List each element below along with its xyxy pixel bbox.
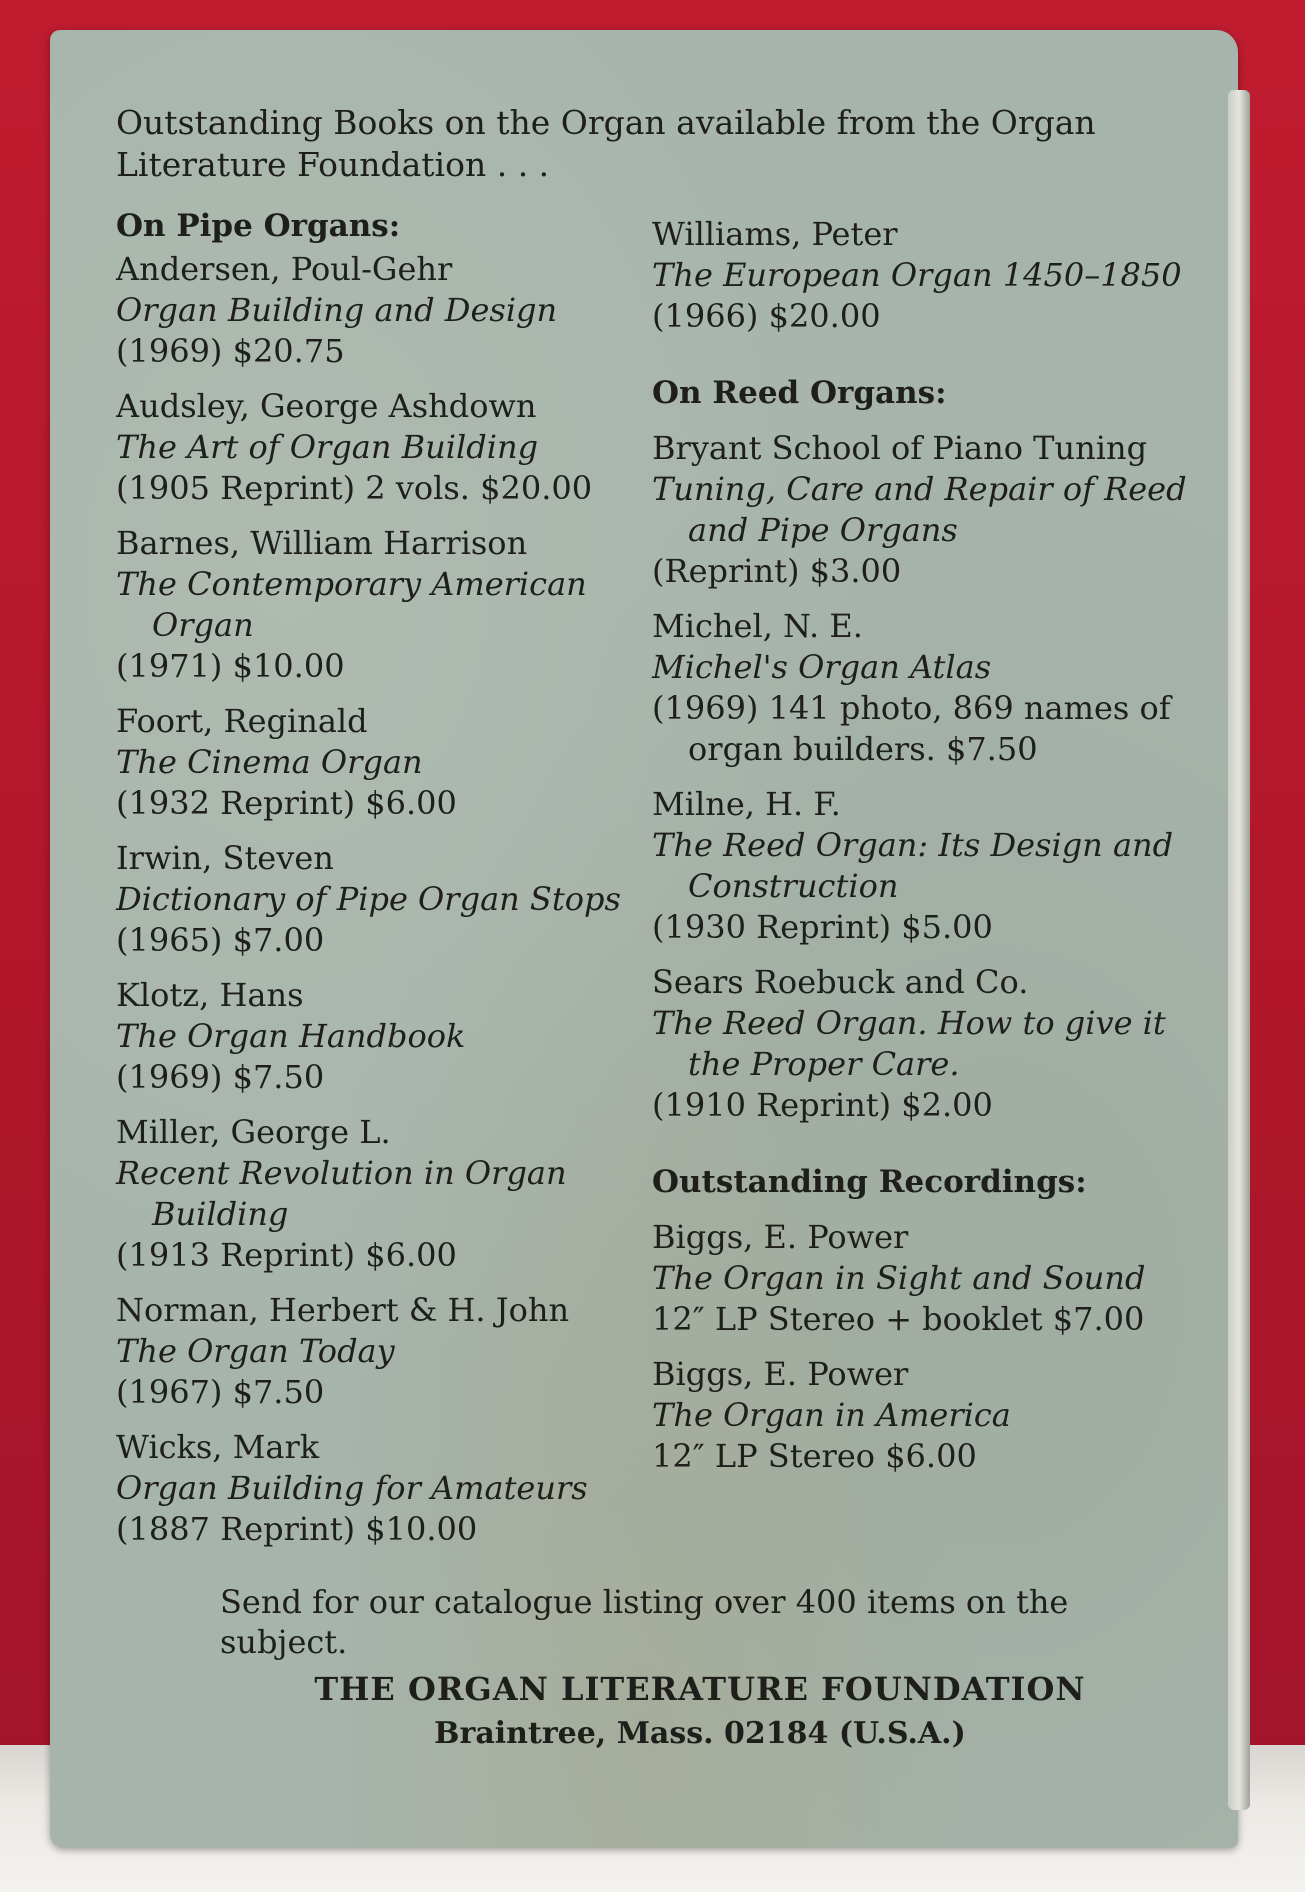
entry-price: (1969) $20.75 [116, 332, 345, 370]
entry-author: Milne, H. F. [652, 785, 841, 823]
entry-author: Biggs, E. Power [652, 1355, 909, 1393]
book-entry [652, 428, 1192, 592]
pipe-organs-heading: On Pipe Organs: [116, 208, 401, 244]
entry-price: (1969) $7.50 [116, 1058, 325, 1096]
book-entry [116, 386, 696, 509]
book-entry [116, 1112, 696, 1276]
entry-price: (1965) $7.00 [116, 921, 325, 959]
entry-author: Norman, Herbert & H. John [116, 1291, 570, 1329]
left-column [116, 206, 696, 1564]
entry-title: Organ Building and Design [116, 291, 558, 329]
entry-title: The Cinema Organ [116, 743, 423, 781]
entry-price: (1966) $20.00 [652, 297, 881, 335]
book-entry [116, 523, 696, 687]
entry-price: (Reprint) $3.00 [652, 552, 902, 590]
book-entry [652, 214, 1192, 337]
intro-text: Outstanding Books on the Organ available from the Organ Literature Foundation . . . [116, 103, 1096, 184]
entry-price: (1967) $7.50 [116, 1373, 325, 1411]
book-entry [116, 1290, 696, 1413]
entry-price: (1969) 141 photo, 869 names of organ builders. $7.50 [652, 689, 1171, 768]
entry-title: Organ Building for Amateurs [116, 1469, 588, 1507]
entry-author: Biggs, E. Power [652, 1218, 909, 1256]
book-back-cover [50, 30, 1238, 1848]
book-entry [652, 784, 1192, 948]
publisher-address: Braintree, Mass. 02184 (U.S.A.) [434, 1716, 966, 1751]
book-entry [116, 249, 696, 372]
publisher-name: THE ORGAN LITERATURE FOUNDATION [314, 1670, 1086, 1708]
book-entry [652, 606, 1192, 770]
entry-title: The Organ in Sight and Sound [652, 1259, 1146, 1297]
entry-author: Klotz, Hans [116, 976, 304, 1014]
entry-title: Recent Revolution in Organ Building [116, 1154, 567, 1233]
entry-author: Wicks, Mark [116, 1428, 320, 1466]
entry-author: Barnes, William Harrison [116, 524, 528, 562]
entry-author: Bryant School of Piano Tuning [652, 429, 1148, 467]
book-entry [116, 838, 696, 961]
entry-price: (1932 Reprint) $6.00 [116, 784, 457, 822]
entry-title: The Organ in America [652, 1396, 1011, 1434]
book-entry [652, 962, 1192, 1126]
entry-author: Audsley, George Ashdown [116, 387, 537, 425]
recordings-heading: Outstanding Recordings: [652, 1164, 1087, 1200]
entry-author: Irwin, Steven [116, 839, 334, 877]
book-entry [116, 1427, 696, 1550]
entry-title: The Contemporary American Organ [116, 565, 587, 644]
entry-price: (1971) $10.00 [116, 647, 345, 685]
right-column [652, 214, 1192, 1491]
entry-price: 12″ LP Stereo + booklet $7.00 [652, 1300, 1145, 1338]
reed-organs-heading: On Reed Organs: [652, 375, 947, 411]
entry-title: The European Organ 1450–1850 [652, 256, 1182, 294]
book-entry [116, 701, 696, 824]
entry-author: Foort, Reginald [116, 702, 368, 740]
entry-price: (1913 Reprint) $6.00 [116, 1236, 457, 1274]
entry-title: Dictionary of Pipe Organ Stops [116, 880, 621, 918]
book-entry [116, 975, 696, 1098]
entry-title: The Reed Organ: Its Design and Construction [652, 826, 1174, 905]
recording-entry [652, 1354, 1192, 1477]
entry-price: (1930 Reprint) $5.00 [652, 908, 993, 946]
entry-author: Miller, George L. [116, 1113, 391, 1151]
entry-author: Sears Roebuck and Co. [652, 963, 1029, 1001]
catalogue-note: Send for our catalogue listing over 400 items on the subject. [220, 1583, 1069, 1661]
entry-author: Williams, Peter [652, 215, 898, 253]
book-page-edge [1228, 90, 1250, 1810]
entry-price: (1887 Reprint) $10.00 [116, 1510, 478, 1548]
entry-title: The Organ Handbook [116, 1017, 466, 1055]
entry-title: The Reed Organ. How to give it the Proper Care. [652, 1004, 1166, 1083]
entry-price: 12″ LP Stereo $6.00 [652, 1437, 977, 1475]
entry-title: The Organ Today [116, 1332, 395, 1370]
entry-price: (1910 Reprint) $2.00 [652, 1086, 993, 1124]
entry-title: The Art of Organ Building [116, 428, 539, 466]
recording-entry [652, 1217, 1192, 1340]
entry-title: Tuning, Care and Repair of Reed and Pipe Organs [652, 470, 1187, 549]
entry-title: Michel's Organ Atlas [652, 648, 992, 686]
entry-author: Andersen, Poul-Gehr [116, 250, 453, 288]
entry-price: (1905 Reprint) 2 vols. $20.00 [116, 469, 593, 507]
entry-author: Michel, N. E. [652, 607, 863, 645]
